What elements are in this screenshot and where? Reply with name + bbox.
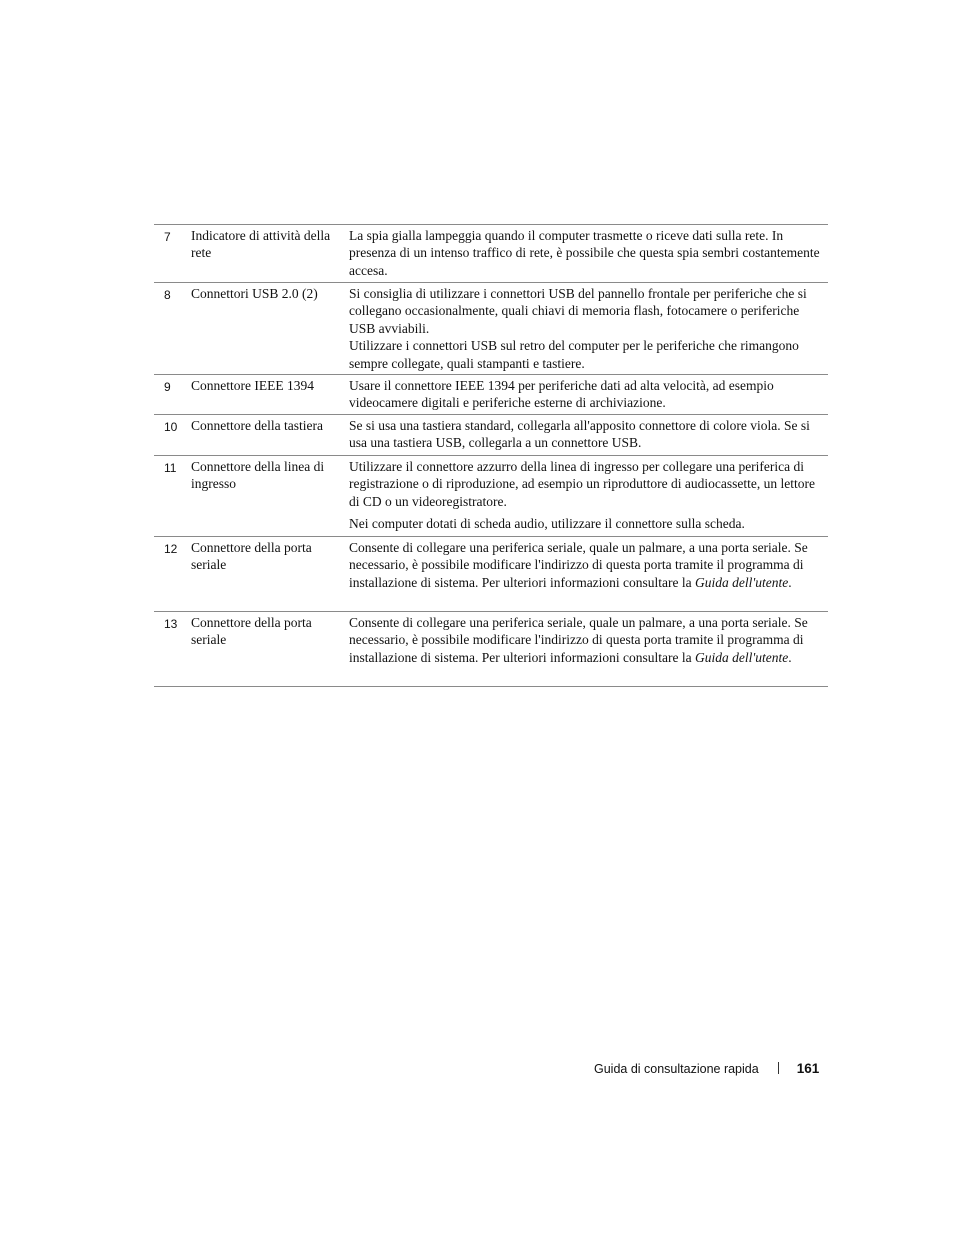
item-name: Connettori USB 2.0 (2) [191,286,318,301]
table-row [154,612,828,687]
item-name: Connettore della porta seriale [191,540,312,573]
item-name: Connettore della porta seriale [191,615,312,648]
item-number: 12 [164,542,178,556]
item-name: Connettore IEEE 1394 [191,378,314,393]
item-description [349,538,827,591]
table-row [154,225,828,283]
item-number: 7 [164,230,171,244]
item-number: 8 [164,288,171,302]
footer-title: Guida di consultazione rapida [594,1062,759,1076]
item-number: 10 [164,420,178,434]
connectors-table [154,224,828,687]
item-description [349,226,827,279]
item-name: Connettore della tastiera [191,418,323,433]
item-description [349,376,827,412]
description-text: Consente di collegare una periferica seriale, quale un palmare, a una porta seriale. Se necessario, è possibile modificare l'indirizzo di questa porta tramite il programma di installazione di sistema. Per ulteriori informazioni consultare la [349,540,808,590]
item-name: Indicatore di attività della rete [191,228,331,261]
description-paragraph: Usare il connettore IEEE 1394 per periferiche dati ad alta velocità, ad esempio videocamere digitali e periferiche esterne di archiviazione. [349,378,774,411]
item-description [349,416,827,452]
description-text: Consente di collegare una periferica seriale, quale un palmare, a una porta seriale. Se necessario, è possibile modificare l'indirizzo di questa porta tramite il programma di installazione di sistema. Per ulteriori informazioni consultare la [349,615,808,665]
description-paragraph: La spia gialla lampeggia quando il computer trasmette o riceve dati sulla rete. In presenza di un intenso traffico di rete, è possibile che questa spia sembri costantemente accesa. [349,228,820,278]
user-guide-reference: Guida dell'utente [695,574,789,590]
description-paragraph: Si consiglia di utilizzare i connettori USB del pannello frontale per periferiche che si collegano occasionalmente, quali chiavi di memoria flash, fotocamere o periferiche USB avviabili. [349,286,807,336]
page-number: 161 [796,1061,820,1076]
description-paragraph: Se si usa una tastiera standard, collegarla all'apposito connettore di colore viola. Se si usa una tastiera USB, collegarla a un connettore USB. [349,418,810,451]
item-description [349,613,827,666]
footer-divider [778,1062,779,1074]
item-name: Connettore della linea di ingresso [191,459,325,492]
item-number: 11 [164,461,177,475]
table-row [154,537,828,612]
item-number: 13 [164,617,178,631]
table-row [154,283,828,375]
table-row [154,375,828,415]
page-footer [594,1061,819,1076]
item-number: 9 [164,380,171,394]
description-end: . [788,649,792,665]
item-description [349,457,827,533]
item-description [349,284,827,372]
user-guide-reference: Guida dell'utente [695,649,789,665]
table-row [154,456,828,537]
description-paragraph: Utilizzare i connettori USB sul retro del computer per le periferiche che rimangono sempre collegate, quali stampanti e tastiere. [349,338,799,371]
description-paragraph: Utilizzare il connettore azzurro della linea di ingresso per collegare una periferica di registrazione o di riproduzione, ad esempio un riproduttore di audiocassette, un lettore di CD o un videoregistratore. [349,459,815,509]
description-paragraph [349,614,827,666]
description-end: . [788,574,792,590]
table-row [154,415,828,456]
description-paragraph: Nei computer dotati di scheda audio, utilizzare il connettore sulla scheda. [349,516,745,532]
description-paragraph [349,539,827,591]
